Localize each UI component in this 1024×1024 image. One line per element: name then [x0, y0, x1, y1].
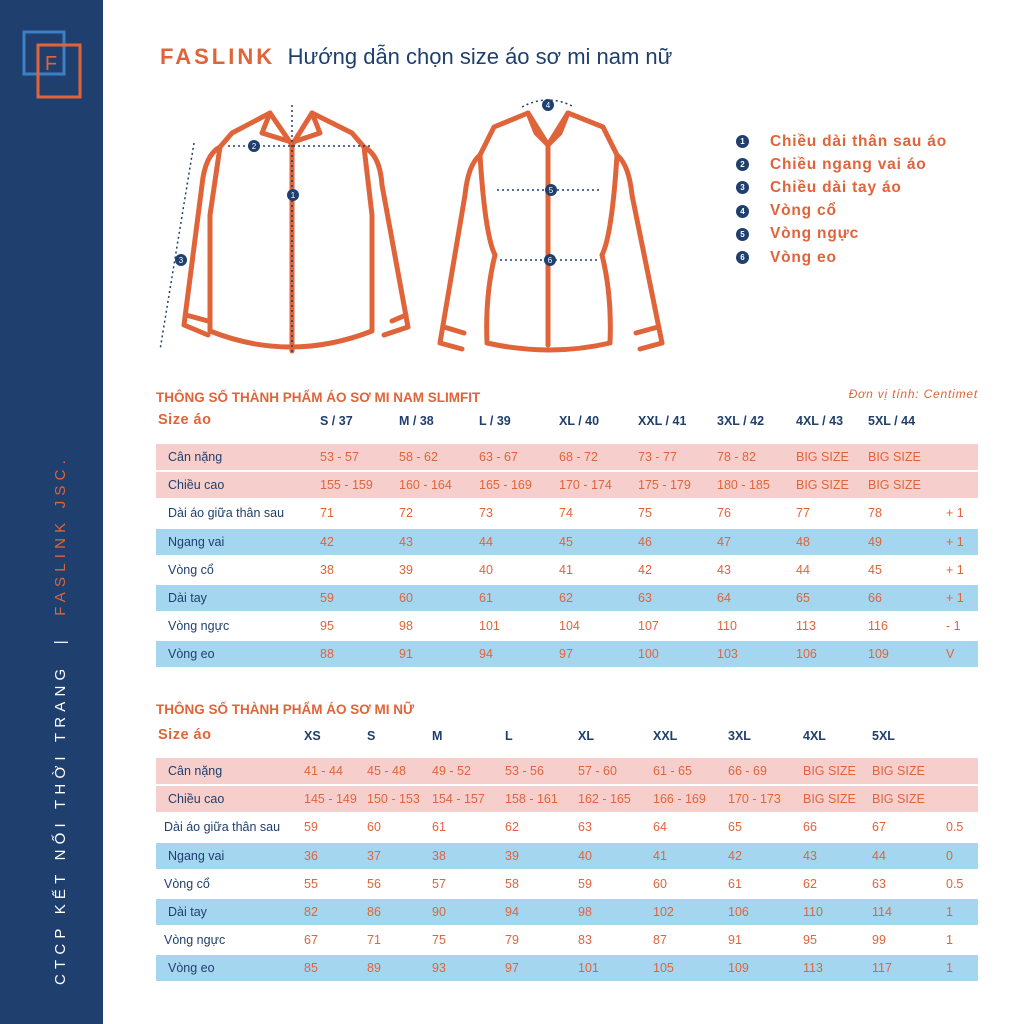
tolerance-cell: + 1	[946, 534, 964, 549]
measurement-legend	[736, 130, 947, 269]
table-cell: 39	[505, 848, 519, 863]
size-header-cell: S	[367, 729, 376, 743]
legend-number-icon: 6	[736, 251, 749, 264]
row-label: Vòng ngực	[164, 933, 226, 948]
table-cell: 98	[578, 905, 592, 919]
table-cell: 41 - 44	[304, 764, 343, 778]
table-cell: 95	[803, 933, 817, 948]
size-header-cell: 5XL / 44	[868, 414, 916, 428]
table-cell: 49 - 52	[432, 764, 471, 778]
table-cell: 89	[367, 961, 381, 976]
table-cell: 76	[717, 506, 731, 521]
row-label: Dài áo giữa thân sau	[164, 820, 281, 835]
table-cell: 170 - 173	[728, 792, 781, 807]
table-cell: 63	[872, 876, 886, 891]
legend-label: Chiều dài tay áo	[770, 178, 902, 196]
size-header-cell: 3XL	[728, 729, 751, 743]
table-cell: 63	[578, 820, 592, 835]
table-cell: 38	[432, 848, 446, 863]
size-header-cell: XL	[578, 729, 594, 743]
size-header-row	[156, 412, 978, 432]
table-cell: 40	[578, 848, 592, 863]
table-cell: 71	[367, 933, 381, 948]
table-row	[156, 927, 978, 953]
table-cell: 110	[803, 905, 823, 919]
table-cell: 55	[304, 876, 318, 891]
row-label: Vòng cổ	[168, 562, 214, 577]
legend-item	[736, 200, 947, 223]
row-label: Ngang vai	[168, 848, 225, 863]
shirt-diagram	[150, 95, 670, 365]
row-label: Dài áo giữa thân sau	[168, 506, 285, 521]
table-cell: 73 - 77	[638, 450, 677, 464]
row-label: Vòng ngực	[168, 619, 230, 634]
tolerance-cell: 1	[946, 905, 953, 919]
table-cell: 44	[796, 562, 810, 577]
size-header-cell: S / 37	[320, 414, 353, 428]
table-cell: 61 - 65	[653, 764, 692, 778]
table-cell: 43	[803, 848, 817, 863]
row-label: Chiều cao	[168, 792, 225, 807]
marker-4-label: 4	[545, 101, 551, 110]
tolerance-cell: 0.5	[946, 820, 964, 835]
table-cell: 91	[399, 647, 413, 662]
table-cell: 61	[479, 591, 493, 605]
table-cell: 175 - 179	[638, 478, 691, 493]
sidebar-brand: FASLINK JSC.	[52, 454, 69, 616]
legend-label: Vòng ngực	[770, 225, 860, 243]
size-header-cell: L	[505, 729, 513, 743]
table-cell: 59	[320, 591, 334, 605]
table-cell: 73	[479, 506, 493, 521]
table-cell: 104	[559, 619, 580, 634]
legend-number-icon: 5	[736, 228, 749, 241]
tolerance-cell: 1	[946, 961, 953, 976]
size-header-cell: XS	[304, 729, 321, 743]
table-cell: 180 - 185	[717, 478, 770, 493]
table-row	[156, 585, 978, 611]
table-cell: 160 - 164	[399, 478, 452, 493]
table-cell: 79	[505, 933, 519, 948]
tolerance-cell: 1	[946, 933, 953, 948]
logo-letter: F	[44, 53, 58, 75]
table-row	[156, 814, 978, 840]
size-header-cell: 3XL / 42	[717, 414, 765, 428]
table-cell: 68 - 72	[559, 450, 598, 464]
row-label: Vòng cổ	[164, 876, 210, 891]
tolerance-cell: + 1	[946, 506, 964, 521]
table-cell: 85	[304, 961, 318, 976]
row-label: Dài tay	[168, 905, 207, 919]
table-cell: BIG SIZE	[803, 764, 856, 778]
table-cell: 145 - 149	[304, 792, 357, 807]
sidebar-separator: |	[52, 635, 69, 645]
size-header-row	[156, 727, 978, 747]
table-cell: 101	[479, 619, 500, 634]
marker-6-label: 6	[547, 256, 553, 265]
table-cell: 97	[505, 961, 519, 976]
table-cell: 106	[728, 905, 749, 919]
table-cell: 87	[653, 933, 667, 948]
table-cell: 53 - 57	[320, 450, 359, 464]
table-cell: 100	[638, 647, 659, 662]
table-cell: 77	[796, 506, 810, 521]
table-row	[156, 444, 978, 470]
legend-label: Chiều ngang vai áo	[770, 155, 927, 173]
size-header-cell: M	[432, 729, 443, 743]
legend-item	[736, 246, 947, 269]
row-label: Cân nặng	[168, 764, 223, 778]
table-cell: BIG SIZE	[868, 478, 921, 493]
table-cell: 45	[559, 534, 573, 549]
table-cell: 66	[803, 820, 817, 835]
table-cell: 117	[872, 961, 892, 976]
table-cell: 45 - 48	[367, 764, 406, 778]
table-cell: 94	[479, 647, 493, 662]
legend-label: Chiều dài thân sau áo	[770, 132, 947, 150]
table-cell: 67	[872, 820, 886, 835]
table-cell: 46	[638, 534, 652, 549]
front-shirt-illustration	[184, 113, 408, 351]
table-cell: 64	[717, 591, 731, 605]
table-row	[156, 843, 978, 869]
table-cell: 36	[304, 848, 318, 863]
tolerance-cell: + 1	[946, 591, 964, 605]
legend-number-icon: 3	[736, 181, 749, 194]
table-cell: 158 - 161	[505, 792, 558, 807]
table-row	[156, 786, 978, 812]
table-cell: 45	[868, 562, 882, 577]
table-cell: 59	[304, 820, 318, 835]
size-header-cell: 4XL	[803, 729, 826, 743]
marker-1-label: 1	[290, 191, 296, 200]
size-header-cell: M / 38	[399, 414, 434, 428]
legend-label: Vòng cổ	[770, 202, 837, 220]
table-cell: 94	[505, 905, 519, 919]
table-cell: 43	[399, 534, 413, 549]
table-row	[156, 758, 978, 784]
legend-label: Vòng eo	[770, 248, 837, 266]
legend-number-icon: 2	[736, 158, 749, 171]
table-cell: 162 - 165	[578, 792, 631, 807]
table-cell: 38	[320, 562, 334, 577]
table-cell: 82	[304, 905, 318, 919]
table-cell: 71	[320, 506, 334, 521]
table-cell: 75	[638, 506, 652, 521]
legend-item	[736, 223, 947, 246]
table-cell: 59	[578, 876, 592, 891]
legend-item	[736, 130, 947, 153]
page-header	[160, 44, 672, 70]
table-cell: BIG SIZE	[868, 450, 921, 464]
table-cell: 61	[432, 820, 446, 835]
size-header-cell: XXL / 41	[638, 414, 687, 428]
tolerance-cell: V	[946, 647, 955, 662]
table-cell: 60	[367, 820, 381, 835]
table-cell: 155 - 159	[320, 478, 373, 493]
marker-2-label: 2	[251, 142, 257, 151]
table-cell: 75	[432, 933, 446, 948]
table-cell: 60	[653, 876, 667, 891]
size-header-cell: 5XL	[872, 729, 895, 743]
table-cell: 42	[320, 534, 334, 549]
table-cell: 90	[432, 905, 446, 919]
table-cell: 166 - 169	[653, 792, 706, 807]
table-cell: 57 - 60	[578, 764, 617, 778]
table-cell: 165 - 169	[479, 478, 532, 493]
table-cell: 109	[728, 961, 749, 976]
table-cell: 95	[320, 619, 334, 634]
table-cell: 41	[653, 848, 667, 863]
row-label: Dài tay	[168, 591, 207, 605]
table-cell: 98	[399, 619, 413, 634]
back-shirt-illustration	[440, 113, 662, 350]
tolerance-cell: 0	[946, 848, 953, 863]
table-cell: 154 - 157	[432, 792, 485, 807]
table-cell: 60	[399, 591, 413, 605]
table-cell: 78	[868, 506, 882, 521]
table-cell: BIG SIZE	[872, 792, 925, 807]
table-cell: 116	[868, 619, 888, 634]
table-row	[156, 899, 978, 925]
table-cell: 44	[479, 534, 493, 549]
table-cell: 63 - 67	[479, 450, 518, 464]
size-header-label: Size áo	[158, 412, 212, 428]
table-cell: 86	[367, 905, 381, 919]
table-cell: 43	[717, 562, 731, 577]
table-cell: BIG SIZE	[796, 478, 849, 493]
faslink-logo	[22, 30, 84, 100]
tolerance-cell: - 1	[946, 619, 961, 634]
table-cell: 102	[653, 905, 674, 919]
table-cell: 48	[796, 534, 810, 549]
table-cell: 110	[717, 619, 737, 634]
legend-number-icon: 1	[736, 135, 749, 148]
sidebar-caption	[52, 455, 69, 985]
table-cell: 72	[399, 506, 413, 521]
row-label: Cân nặng	[168, 450, 223, 464]
table-cell: 113	[803, 961, 823, 976]
men-table-title: THÔNG SỐ THÀNH PHẨM ÁO SƠ MI NAM SLIMFIT	[156, 390, 481, 405]
sidebar-company: CTCP KẾT NỐI THỜI TRANG	[52, 663, 69, 985]
table-cell: 44	[872, 848, 886, 863]
table-cell: 107	[638, 619, 659, 634]
table-cell: 65	[796, 591, 810, 605]
table-cell: 49	[868, 534, 882, 549]
table-cell: 63	[638, 591, 652, 605]
sidebar	[0, 0, 103, 1024]
table-cell: 57	[432, 876, 446, 891]
table-cell: 93	[432, 961, 446, 976]
women-table-title: THÔNG SỐ THÀNH PHẨM ÁO SƠ MI NỮ	[156, 702, 415, 717]
table-cell: 47	[717, 534, 731, 549]
marker-3-label: 3	[178, 256, 184, 265]
marker-5-label: 5	[548, 186, 554, 195]
table-cell: 62	[559, 591, 573, 605]
row-label: Vòng eo	[168, 647, 215, 662]
table-cell: 78 - 82	[717, 450, 756, 464]
table-cell: 64	[653, 820, 667, 835]
size-header-cell: L / 39	[479, 414, 511, 428]
table-cell: 103	[717, 647, 738, 662]
table-cell: 39	[399, 562, 413, 577]
row-label: Ngang vai	[168, 534, 225, 549]
table-cell: 62	[803, 876, 817, 891]
table-cell: 113	[796, 619, 816, 634]
table-cell: 105	[653, 961, 674, 976]
size-header-label: Size áo	[158, 727, 212, 743]
table-cell: 61	[728, 876, 742, 891]
table-cell: 42	[728, 848, 742, 863]
size-header-cell: XXL	[653, 729, 678, 743]
legend-item	[736, 153, 947, 176]
page-title: Hướng dẫn chọn size áo sơ mi nam nữ	[287, 44, 673, 69]
table-cell: 66	[868, 591, 882, 605]
table-row	[156, 955, 978, 981]
tolerance-cell: + 1	[946, 562, 964, 577]
row-label: Vòng eo	[168, 961, 215, 976]
table-cell: 40	[479, 562, 493, 577]
table-cell: 97	[559, 647, 573, 662]
table-cell: 58 - 62	[399, 450, 438, 464]
table-cell: 99	[872, 933, 886, 948]
table-cell: 56	[367, 876, 381, 891]
table-cell: 88	[320, 647, 334, 662]
table-row	[156, 641, 978, 667]
table-cell: 83	[578, 933, 592, 948]
size-header-cell: XL / 40	[559, 414, 600, 428]
table-row	[156, 529, 978, 555]
table-cell: 150 - 153	[367, 792, 420, 807]
table-cell: BIG SIZE	[803, 792, 856, 807]
table-cell: 41	[559, 562, 573, 577]
legend-number-icon: 4	[736, 205, 749, 218]
table-cell: 42	[638, 562, 652, 577]
unit-note: Đơn vị tính: Centimet	[848, 387, 978, 401]
table-cell: 91	[728, 933, 742, 948]
table-cell: 74	[559, 506, 573, 521]
table-row	[156, 500, 978, 526]
table-cell: 114	[872, 905, 892, 919]
table-cell: 58	[505, 876, 519, 891]
row-label: Chiều cao	[168, 478, 225, 493]
table-cell: 53 - 56	[505, 764, 544, 778]
table-row	[156, 871, 978, 897]
size-header-cell: 4XL / 43	[796, 414, 844, 428]
table-cell: 106	[796, 647, 817, 662]
table-row	[156, 613, 978, 639]
table-cell: 101	[578, 961, 599, 976]
table-cell: BIG SIZE	[872, 764, 925, 778]
table-row	[156, 472, 978, 498]
table-cell: 170 - 174	[559, 478, 612, 493]
table-cell: 67	[304, 933, 318, 948]
table-cell: 62	[505, 820, 519, 835]
table-cell: BIG SIZE	[796, 450, 849, 464]
table-cell: 109	[868, 647, 889, 662]
tolerance-cell: 0.5	[946, 876, 964, 891]
brand-name: FASLINK	[160, 44, 276, 69]
table-row	[156, 557, 978, 583]
table-cell: 66 - 69	[728, 764, 767, 778]
legend-item	[736, 176, 947, 199]
table-cell: 65	[728, 820, 742, 835]
table-cell: 37	[367, 848, 381, 863]
